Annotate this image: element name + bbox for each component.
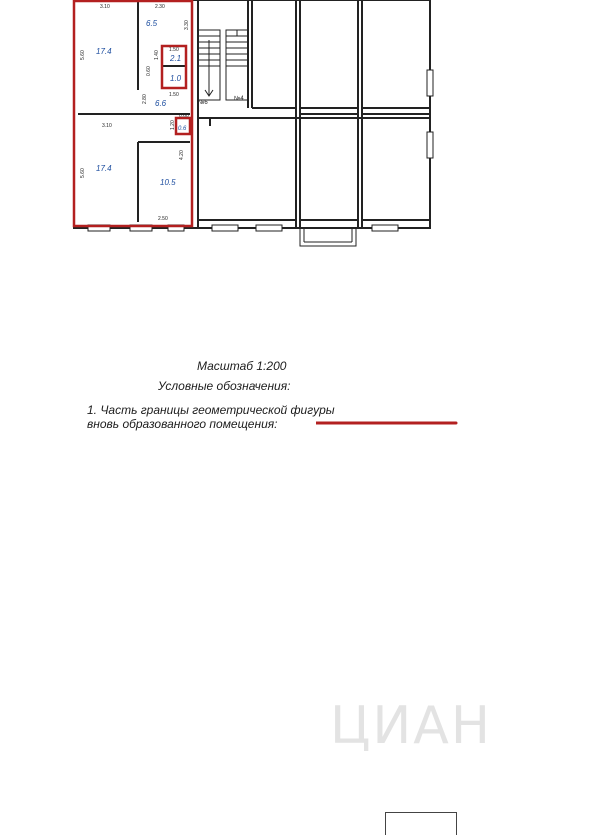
dim-left-height-top: 5.60 — [80, 50, 86, 60]
apartment-walls — [78, 0, 190, 222]
balcony — [300, 228, 356, 246]
stamp-box — [385, 812, 457, 835]
room-area-2: 6.5 — [146, 19, 158, 28]
floor-plan — [0, 0, 590, 350]
dim-bath-width-bottom: 1.50 — [169, 92, 179, 98]
legend — [0, 350, 590, 756]
dim-right-height-bottom: 4.20 — [179, 150, 185, 160]
room-area-8: 10.5 — [160, 178, 176, 187]
dim-top-left-width: 3.10 — [100, 4, 110, 10]
room-area-1: 17.4 — [96, 47, 112, 56]
room-area-3: 2.1 — [170, 54, 182, 63]
room-area-7: 17.4 — [96, 164, 112, 173]
dim-closet-height: 1.20 — [170, 120, 176, 130]
stair-label-a: №6 — [198, 100, 208, 106]
legend-item-line1: 1. Часть границы геометрической фигуры — [87, 403, 335, 417]
red-boundary-sample — [316, 420, 461, 426]
legend-item-line2: вновь образованного помещения: — [87, 417, 278, 431]
conventions-title: Условные обозначения: — [158, 379, 291, 393]
dim-closet-width: 0.60 — [179, 113, 189, 119]
dim-bath-width-top: 1.50 — [169, 47, 179, 53]
room-area-4: 1.0 — [170, 74, 182, 83]
room-area-5: 6.6 — [155, 99, 167, 108]
dim-bottom-width: 2.50 — [158, 216, 168, 222]
dim-bath-height-a: 1.40 — [154, 50, 160, 60]
staircase — [198, 30, 248, 100]
room-area-6: 0.6 — [178, 126, 187, 132]
dim-right-vertical: 3.30 — [184, 20, 190, 30]
dim-top-right-width: 2.30 — [155, 4, 165, 10]
dim-corridor-height: 2.80 — [142, 94, 148, 104]
watermark: ЦИАН — [330, 696, 492, 756]
windows — [88, 70, 433, 231]
scale-label: Масштаб 1:200 — [197, 359, 287, 373]
dim-left-height-bottom: 5.60 — [80, 168, 86, 178]
stair-label-b: №4 — [234, 96, 244, 102]
dim-mid-left-width: 3.10 — [102, 123, 112, 129]
dim-bath-height-b: 0.60 — [146, 66, 152, 76]
